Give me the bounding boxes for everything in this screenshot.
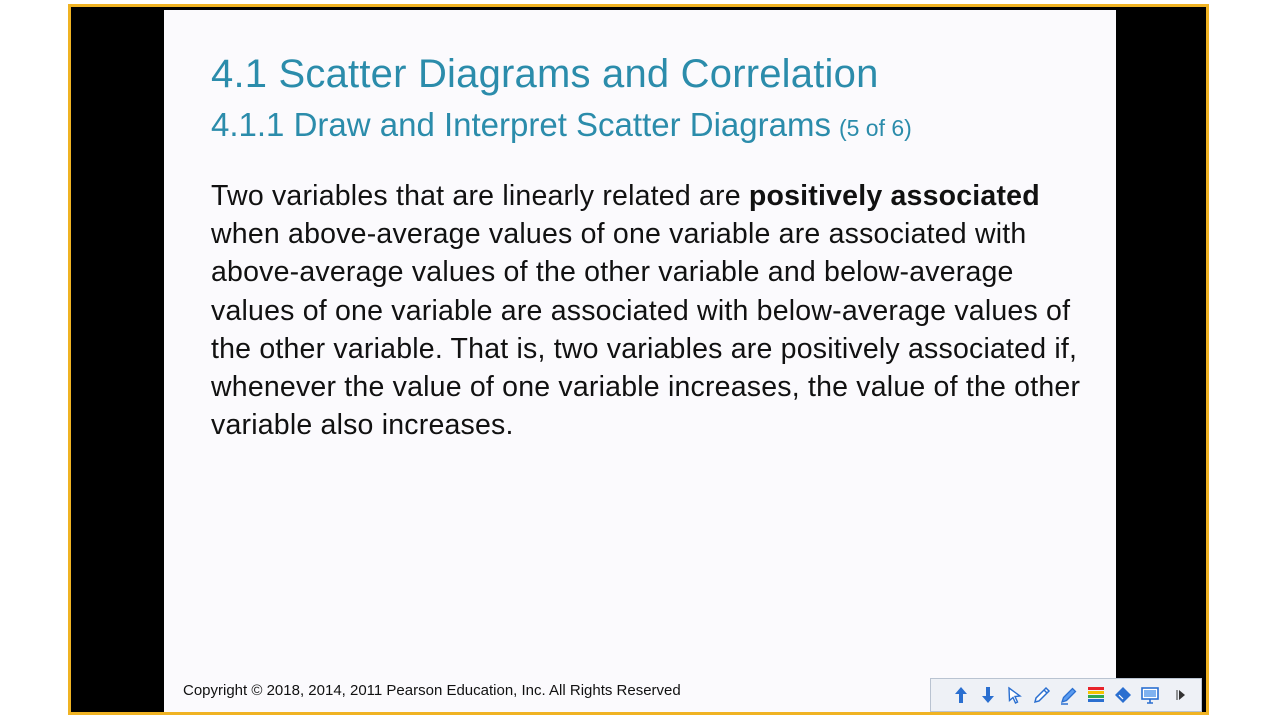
body-text-bold: positively associated xyxy=(748,180,1040,212)
arrow-up-icon xyxy=(951,685,971,705)
screen-icon xyxy=(1140,685,1160,705)
slide-body xyxy=(211,177,1091,444)
arrow-down-icon xyxy=(978,685,998,705)
slide-title: 4.1 Scatter Diagrams and Correlation xyxy=(211,52,879,96)
body-text-part1: Two variables that are linearly related are xyxy=(211,180,749,212)
previous-slide-button[interactable] xyxy=(949,683,973,707)
screen-button[interactable] xyxy=(1138,683,1162,707)
color-palette-icon xyxy=(1086,685,1106,705)
pen-button[interactable] xyxy=(1030,683,1054,707)
highlighter-icon xyxy=(1059,685,1079,705)
expand-arrow-icon xyxy=(1172,685,1192,705)
copyright-notice: Copyright © 2018, 2014, 2011 Pearson Education, Inc. All Rights Reserved xyxy=(183,682,681,699)
pointer-button[interactable] xyxy=(1003,683,1027,707)
presentation-frame xyxy=(68,4,1209,715)
slide-subtitle-text: 4.1.1 Draw and Interpret Scatter Diagrams xyxy=(211,106,831,143)
slide-subtitle xyxy=(211,106,912,144)
pen-icon xyxy=(1032,685,1052,705)
slide-pager: (5 of 6) xyxy=(838,115,912,141)
color-button[interactable] xyxy=(1084,683,1108,707)
next-slide-button[interactable] xyxy=(976,683,1000,707)
highlighter-button[interactable] xyxy=(1057,683,1081,707)
expand-toolbar-button[interactable] xyxy=(1170,683,1194,707)
pointer-icon xyxy=(1005,685,1025,705)
body-text-part2: when above-average values of one variable are associated with above-average values of the other variable and below-average values of one variable are associated with below-average values of the other variable. That is, two variables are positively associated if, whenever the value of one variable increases, the value of the other variable also increases. xyxy=(211,218,1081,442)
slide xyxy=(164,10,1116,715)
eraser-icon xyxy=(1113,685,1133,705)
eraser-button[interactable] xyxy=(1111,683,1135,707)
presentation-toolbar xyxy=(930,678,1202,712)
